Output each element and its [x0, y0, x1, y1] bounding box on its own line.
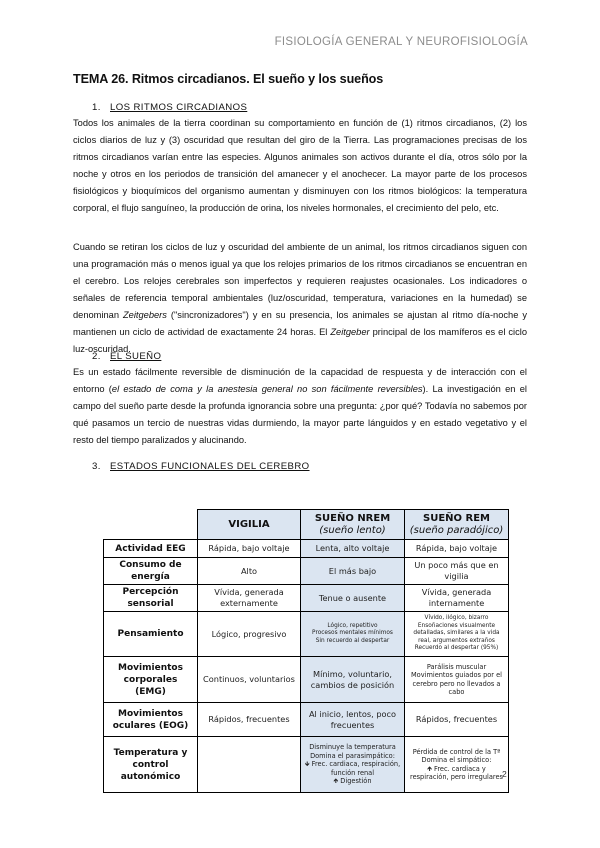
table-row — [104, 737, 509, 793]
row-label: Percepción sensorial — [104, 585, 198, 612]
cell-vigilia — [198, 737, 301, 793]
text-run: Es un estado fácilmente reversible de disminución de la capacidad de respuesta y de interacción con el entorno ( — [73, 367, 527, 394]
header-label: SUEÑO REM — [423, 512, 490, 524]
table-row — [104, 703, 509, 737]
paragraph-circadian-clocks — [73, 239, 527, 358]
row-label: Consumo de energía — [104, 558, 198, 585]
section-heading-sleep — [92, 351, 161, 362]
table-row — [104, 612, 509, 657]
section-label: LOS RITMOS CIRCADIANOS — [110, 102, 248, 113]
table-row — [104, 585, 509, 612]
section-number: 1. — [92, 102, 101, 113]
cell-nrem: Lenta, alto voltaje — [301, 540, 405, 558]
cell-rem: Rápidos, frecuentes — [405, 703, 509, 737]
italic-term: Zeitgebers — [122, 310, 167, 320]
section-heading-brain-states — [92, 461, 310, 472]
table-row — [104, 657, 509, 703]
cell-vigilia: Rápidos, frecuentes — [198, 703, 301, 737]
page-title: TEMA 26. Ritmos circadianos. El sueño y los sueños — [73, 72, 384, 86]
italic-term: Zeitgeber — [330, 327, 370, 337]
cell-rem: Rápida, bajo voltaje — [405, 540, 509, 558]
section-number: 3. — [92, 461, 101, 472]
page-number: 2 — [502, 769, 507, 779]
cell-rem: Vívido, ilógico, bizarro Ensoñaciones visualmente detalladas, similares a la vida real, argumentos extraños Recuerdo al despertar (95%) — [405, 612, 509, 657]
table-header-row — [104, 510, 509, 540]
table-row — [104, 558, 509, 585]
cell-nrem: Tenue o ausente — [301, 585, 405, 612]
row-label: Movimientos oculares (EOG) — [104, 703, 198, 737]
text-run: principal de los mamíferos es el ciclo luz-oscuridad. — [73, 327, 527, 354]
header-rem — [405, 510, 509, 540]
cell-rem: Un poco más que en vigilia — [405, 558, 509, 585]
cell-vigilia: Continuos, voluntarios — [198, 657, 301, 703]
cell-vigilia: Alto — [198, 558, 301, 585]
row-label: Movimientos corporales (EMG) — [104, 657, 198, 703]
cell-nrem: El más bajo — [301, 558, 405, 585]
table-row — [104, 540, 509, 558]
header-label: SUEÑO NREM — [314, 512, 391, 524]
cell-vigilia: Rápida, bajo voltaje — [198, 540, 301, 558]
cell-rem: Vívida, generada internamente — [405, 585, 509, 612]
cell-nrem: Lógico, repetitivo Procesos mentales mínimos Sin recuerdo al despertar — [301, 612, 405, 657]
row-label: Temperatura y control autonómico — [104, 737, 198, 793]
section-heading-circadian — [92, 102, 247, 113]
text-run: ). La investigación en el campo del sueño parte desde la profunda ignorancia sobre una pregunta: ¿por qué? Todavía no sabemos por qué pasamos un tercio de nuestras vidas durmiendo, la mayor parte lánguidos y en estado vegetativo y el resto del tiempo paralizados y alucinando. — [73, 384, 527, 445]
cell-rem: Pérdida de control de la Tª Domina el simpático: 🡹 Frec. cardiaca y respiración, pero irregulares — [405, 737, 509, 793]
text-run: Cuando se retiran los ciclos de luz y oscuridad del ambiente de un animal, los ritmos circadianos siguen con una programación más o menos igual ya que los relojes primarios de los ritmos circadianos se encuentran en el cerebro. Los relojes cerebrales son imperfectos y requieren reajustes ocasionales. Los indicadores o señales de referencia temporal ambientales (luz/oscuridad, temperatura, variaciones en la humedad) se denominan — [73, 242, 527, 320]
paragraph-circadian-intro: Todos los animales de la tierra coordinan su comportamiento en función de (1) ritmos circadianos, (2) los ciclos diarios de luz y (3) oscuridad que resultan del giro de la Tierra. Las programaciones precisas de los ritmos circadianos varían entre las especies. Algunos animales son activos durante el día, otros sólo por la noche y otros en los periodos de transición del amanecer y el anochecer. La mayor parte de los procesos fisiológicos y bioquímicos del organismo aumentan y disminuyen con los ritmos biológicos: la temperatura corporal, el flujo sanguíneo, la producción de orina, los niveles hormonales, el crecimiento del pelo, etc. — [73, 118, 527, 213]
cell-nrem: Mínimo, voluntario, cambios de posición — [301, 657, 405, 703]
cell-vigilia: Vívida, generada externamente — [198, 585, 301, 612]
cell-vigilia: Lógico, progresivo — [198, 612, 301, 657]
cell-nrem: Al inicio, lentos, poco frecuentes — [301, 703, 405, 737]
section-label: EL SUEÑO — [110, 351, 162, 362]
cell-nrem: Disminuye la temperatura Domina el parasimpático: 🡻 Frec. cardiaca, respiración, función renal 🡹 Digestión — [301, 737, 405, 793]
text-run: ("sincronizadores") y en su presencia, los animales se ajustan al ritmo día-noche y mantienen un ciclo de actividad de exactamente 24 horas. El — [73, 310, 527, 337]
paragraph-sleep — [73, 364, 527, 449]
italic-note: el estado de coma y la anestesia general no son fácilmente reversibles — [111, 384, 423, 394]
document-header: FISIOLOGÍA GENERAL Y NEUROFISIOLOGÍA — [274, 36, 528, 48]
header-sublabel: (sueño lento) — [319, 524, 386, 536]
header-nrem — [301, 510, 405, 540]
section-number: 2. — [92, 351, 101, 362]
header-label: VIGILIA — [228, 518, 270, 530]
row-label: Actividad EEG — [104, 540, 198, 558]
brain-states-table — [103, 509, 509, 793]
table-corner — [104, 510, 198, 540]
header-sublabel: (sueño paradójico) — [409, 524, 504, 536]
row-label: Pensamiento — [104, 612, 198, 657]
section-label: ESTADOS FUNCIONALES DEL CEREBRO — [110, 461, 310, 472]
header-vigilia — [198, 510, 301, 540]
cell-rem: Parálisis muscular Movimientos guiados por el cerebro pero no llevados a cabo — [405, 657, 509, 703]
